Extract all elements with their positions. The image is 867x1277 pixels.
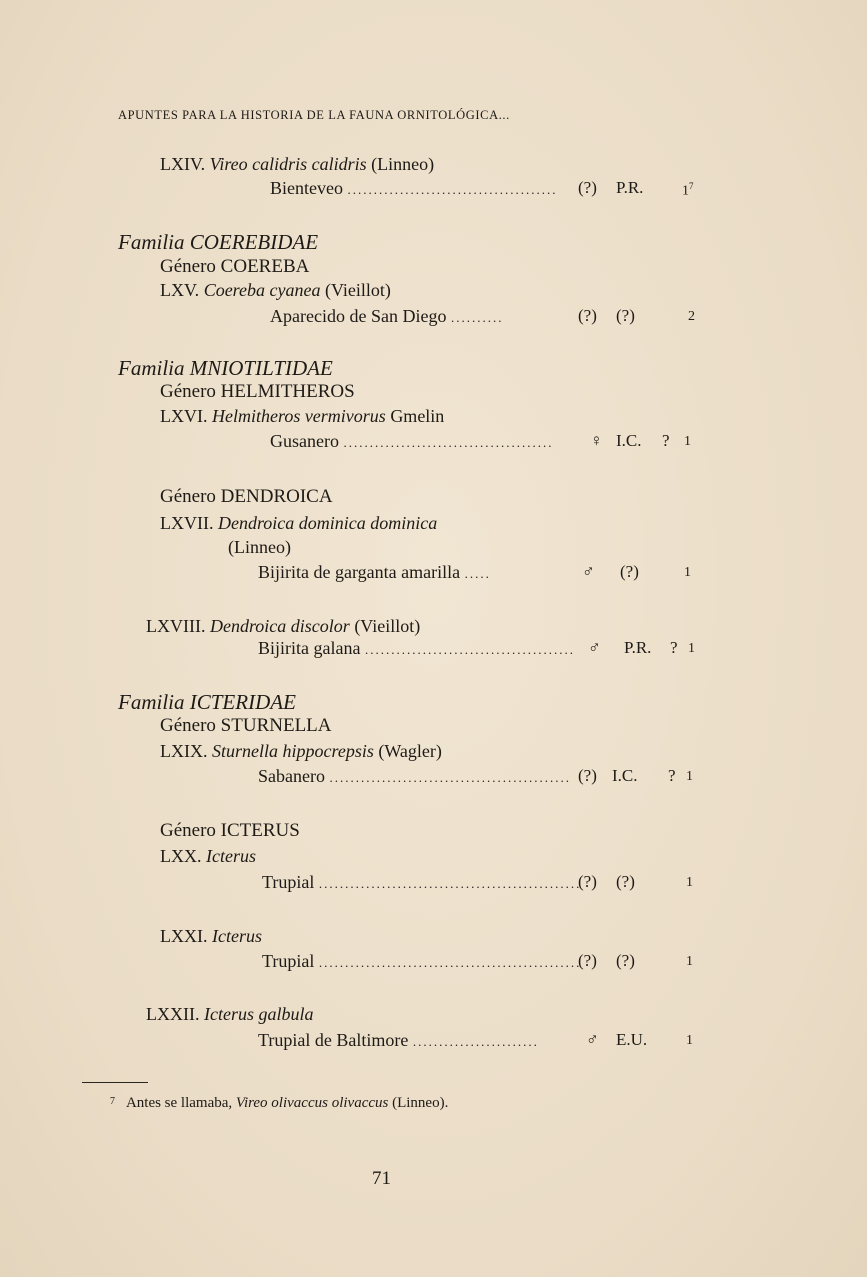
genus-heading: Género HELMITHEROS xyxy=(160,381,355,402)
specimen-count: 1 xyxy=(686,769,693,784)
dot-leader: ........................ xyxy=(412,1034,539,1049)
specimen-count: $1^7$ xyxy=(682,181,694,199)
dot-leader: .............................................. xyxy=(329,770,571,785)
species-number: LXXI. xyxy=(160,926,208,946)
specimen-count: 2 xyxy=(688,309,695,324)
sex-mark: ♀ xyxy=(590,431,603,450)
specimen-count: 1 xyxy=(686,954,693,969)
common-name: Gusanero xyxy=(270,431,339,451)
status-code: I.C. xyxy=(616,431,642,450)
species-line-lxvi xyxy=(160,406,444,427)
specimen-count: 1 xyxy=(686,1033,693,1048)
footnote xyxy=(110,1095,448,1112)
scientific-name: Icterus galbula xyxy=(203,1004,314,1024)
common-name-row xyxy=(270,306,504,327)
sex-mark: ♂ xyxy=(586,1030,599,1049)
scientific-name: Coereba cyanea xyxy=(203,280,321,300)
family-heading: Familia MNIOTILTIDAE xyxy=(118,356,333,380)
species-number: LXX. xyxy=(160,846,202,866)
species-line-lxviii xyxy=(146,616,420,637)
status-code: (?) xyxy=(620,562,639,581)
species-number: LXXII. xyxy=(146,1004,200,1024)
common-name: Sabanero xyxy=(258,766,325,786)
common-name: Bijirita de garganta amarilla xyxy=(258,562,461,582)
scientific-name: Icterus xyxy=(212,926,262,946)
status-code: (?) xyxy=(616,872,635,891)
genus-heading: Género STURNELLA xyxy=(160,715,332,736)
family-heading: Familia ICTERIDAE xyxy=(118,690,296,714)
scientific-name: Sturnella hippocrepsis xyxy=(212,741,374,761)
status-code: P.R. xyxy=(616,178,644,197)
scientific-name: Dendroica discolor xyxy=(209,616,350,636)
specimen-count: 1 xyxy=(684,565,691,580)
species-number: LXVII. xyxy=(160,513,214,533)
sex-mark: ♂ xyxy=(582,562,595,581)
page-number: 71 xyxy=(372,1168,391,1189)
common-name-row xyxy=(258,562,491,583)
common-name: Trupial de Baltimore xyxy=(258,1030,409,1050)
footnote-authority: (Linneo). xyxy=(392,1095,449,1111)
dot-leader: ..... xyxy=(464,566,491,581)
common-name: Trupial xyxy=(262,951,315,971)
common-name: Bijirita galana xyxy=(258,638,361,658)
status-code: E.U. xyxy=(616,1030,648,1049)
common-name-row xyxy=(262,872,582,893)
running-header: APUNTES PARA LA HISTORIA DE LA FAUNA ORNITOLÓGICA... xyxy=(118,108,510,122)
species-line-lxiv xyxy=(160,154,434,175)
species-authority: (Wagler) xyxy=(378,741,442,761)
footnote-marker: 7 xyxy=(689,181,694,191)
dot-leader: ........................................ xyxy=(364,642,575,657)
common-name-row xyxy=(270,431,554,452)
species-authority: (Linneo) xyxy=(371,154,435,174)
specimen-count: 1 xyxy=(686,875,693,890)
sex-mark: (?) xyxy=(578,178,597,197)
common-name: Aparecido de San Diego xyxy=(270,306,447,326)
species-authority: (Vieillot) xyxy=(324,280,391,300)
common-name-row xyxy=(270,178,558,199)
common-name: Bienteveo xyxy=(270,178,343,198)
footnote-scientific-name: Vireo olivaccus olivaccus xyxy=(235,1095,389,1111)
genus-heading: Género DENDROICA xyxy=(160,486,333,507)
species-number: LXVIII. xyxy=(146,616,206,636)
species-number: LXV. xyxy=(160,280,200,300)
dot-leader: .................................................. xyxy=(318,955,582,970)
specimen-count: 1 xyxy=(688,641,695,656)
footnote-divider xyxy=(82,1082,148,1083)
footnote-number: 7 xyxy=(110,1096,115,1107)
species-line-lxx xyxy=(160,846,256,867)
species-authority: (Linneo) xyxy=(228,537,291,557)
scientific-name: Icterus xyxy=(206,846,256,866)
uncertain-mark: ? xyxy=(670,638,678,657)
common-name-row xyxy=(258,1030,539,1051)
scientific-name: Vireo calidris calidris xyxy=(209,154,367,174)
status-code: (?) xyxy=(616,951,635,970)
sex-mark: (?) xyxy=(578,872,597,891)
species-authority: (Vieillot) xyxy=(354,616,421,636)
status-code: P.R. xyxy=(624,638,652,657)
sex-mark: (?) xyxy=(578,306,597,325)
dot-leader: ........................................ xyxy=(347,182,558,197)
common-name-row xyxy=(258,766,571,787)
species-number: LXIV. xyxy=(160,154,206,174)
species-number: LXVI. xyxy=(160,406,208,426)
species-line-lxxi xyxy=(160,926,262,947)
species-line-lxvii xyxy=(160,513,437,534)
dot-leader: ........................................ xyxy=(343,435,554,450)
sex-mark: (?) xyxy=(578,766,597,785)
species-line-lxv xyxy=(160,280,391,301)
dot-leader: .................................................. xyxy=(318,876,582,891)
uncertain-mark: ? xyxy=(662,431,670,450)
footnote-text: Antes se llamaba, xyxy=(125,1095,233,1111)
status-code: I.C. xyxy=(612,766,638,785)
scientific-name: Dendroica dominica dominica xyxy=(217,513,438,533)
uncertain-mark: ? xyxy=(668,766,676,785)
scientific-name: Helmitheros vermivorus xyxy=(212,406,386,426)
common-name: Trupial xyxy=(262,872,315,892)
species-line-lxxii xyxy=(146,1004,313,1025)
status-code: (?) xyxy=(616,306,635,325)
species-number: LXIX. xyxy=(160,741,208,761)
sex-mark: (?) xyxy=(578,951,597,970)
dot-leader: .......... xyxy=(450,310,504,325)
specimen-count: 1 xyxy=(684,434,691,449)
species-line-lxix xyxy=(160,741,442,762)
genus-heading: Género COEREBA xyxy=(160,256,310,277)
genus-heading: Género ICTERUS xyxy=(160,820,300,841)
common-name-row xyxy=(258,638,575,659)
common-name-row xyxy=(262,951,582,972)
family-heading: Familia COEREBIDAE xyxy=(118,230,319,254)
sex-mark: ♂ xyxy=(588,638,601,657)
species-authority: Gmelin xyxy=(390,406,445,426)
